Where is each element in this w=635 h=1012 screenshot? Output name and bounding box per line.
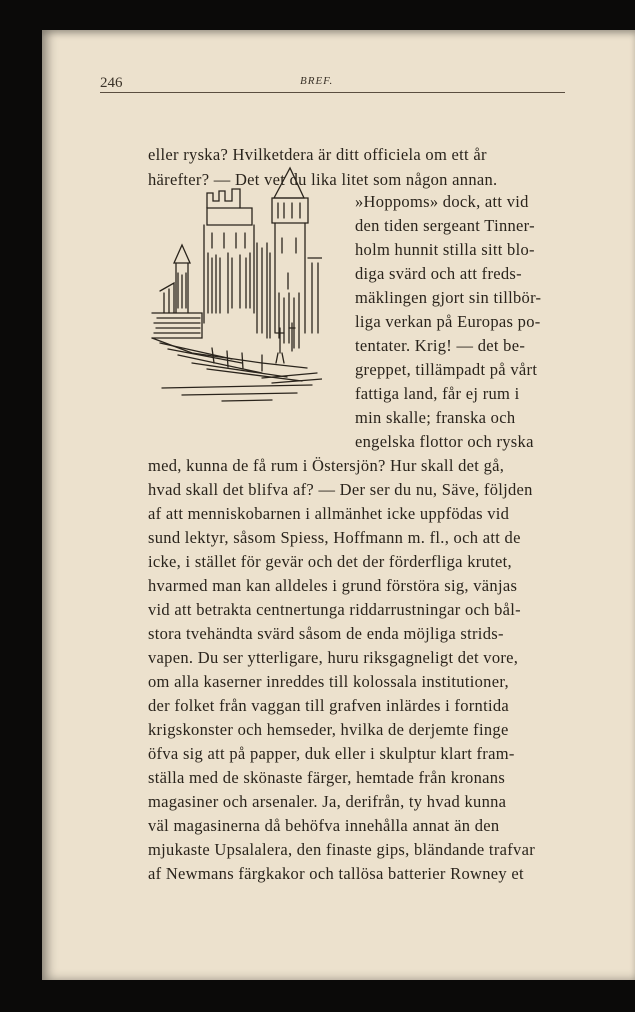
castle-sketch-icon	[112, 163, 322, 403]
text-line: den tiden sergeant Tinner-	[355, 216, 535, 235]
text-line: öfva sig att på papper, duk eller i skulptur klart fram-	[148, 744, 515, 763]
text-line: der folket från vaggan till grafven inlärdes i forntida	[148, 696, 510, 715]
text-line: sund lektyr, såsom Spiess, Hoffmann m. fl., och att de	[148, 528, 521, 547]
text-line: hvad skall det blifva af? — Der ser du nu, Säve, följden	[148, 480, 533, 499]
text-line: holm hunnit stilla sitt blo-	[355, 240, 535, 259]
text-line: eller ryska? Hvilketdera är ditt officiela om ett år	[148, 145, 487, 164]
text-line: greppet, tillämpadt på vårt	[355, 360, 538, 379]
text-line: stora tvehändta svärd såsom de enda möjliga strids-	[148, 624, 504, 643]
running-title: BREF.	[300, 75, 334, 87]
text-line: »Hoppoms» dock, att vid	[355, 192, 529, 211]
text-line: liga verkan på Europas po-	[355, 312, 541, 331]
text-line: af att menniskobarnen i allmänhet icke uppfödas vid	[148, 504, 510, 523]
text-line: mäklingen gjort sin tillbör-	[355, 288, 542, 307]
text-line: engelska flottor och ryska	[355, 432, 534, 451]
text-line: härefter? — Det vet du lika litet som någon annan.	[148, 170, 498, 189]
text-line: af Newmans färgkakor och tallösa batterier Rowney et	[148, 864, 524, 883]
text-line: mjukaste Upsalalera, den finaste gips, bländande trafvar	[148, 840, 535, 859]
text-line: fattiga land, får ej rum i	[355, 384, 520, 403]
header-rule	[100, 92, 565, 93]
text-line: om alla kaserner inreddes till kolossala institutioner,	[148, 672, 509, 691]
text-line: hvarmed man kan alldeles i grund förstöra sig, vänjas	[148, 576, 518, 595]
text-line: vapen. Du ser ytterligare, huru riksgagneligt det vore,	[148, 648, 519, 667]
text-line: krigskonster och hemseder, hvilka de derjemte finge	[148, 720, 509, 739]
text-line: vid att betrakta centnertunga riddarrustningar och bål-	[148, 600, 521, 619]
text-line: magasiner och arsenaler. Ja, derifrån, ty hvad kunna	[148, 792, 507, 811]
text-line: tentater. Krig! — det be-	[355, 336, 526, 355]
text-line: min skalle; franska och	[355, 408, 516, 427]
text-line: diga svärd och att freds-	[355, 264, 522, 283]
text-line: ställa med de skönaste färger, hemtade från kronans	[148, 768, 506, 787]
page-number: 246	[100, 75, 123, 91]
text-line: väl magasinerna då behöfva innehålla annat än den	[148, 816, 500, 835]
text-line: med, kunna de få rum i Östersjön? Hur skall det gå,	[148, 456, 505, 475]
text-line: icke, i stället för gevär och det der förderfliga krutet,	[148, 552, 512, 571]
